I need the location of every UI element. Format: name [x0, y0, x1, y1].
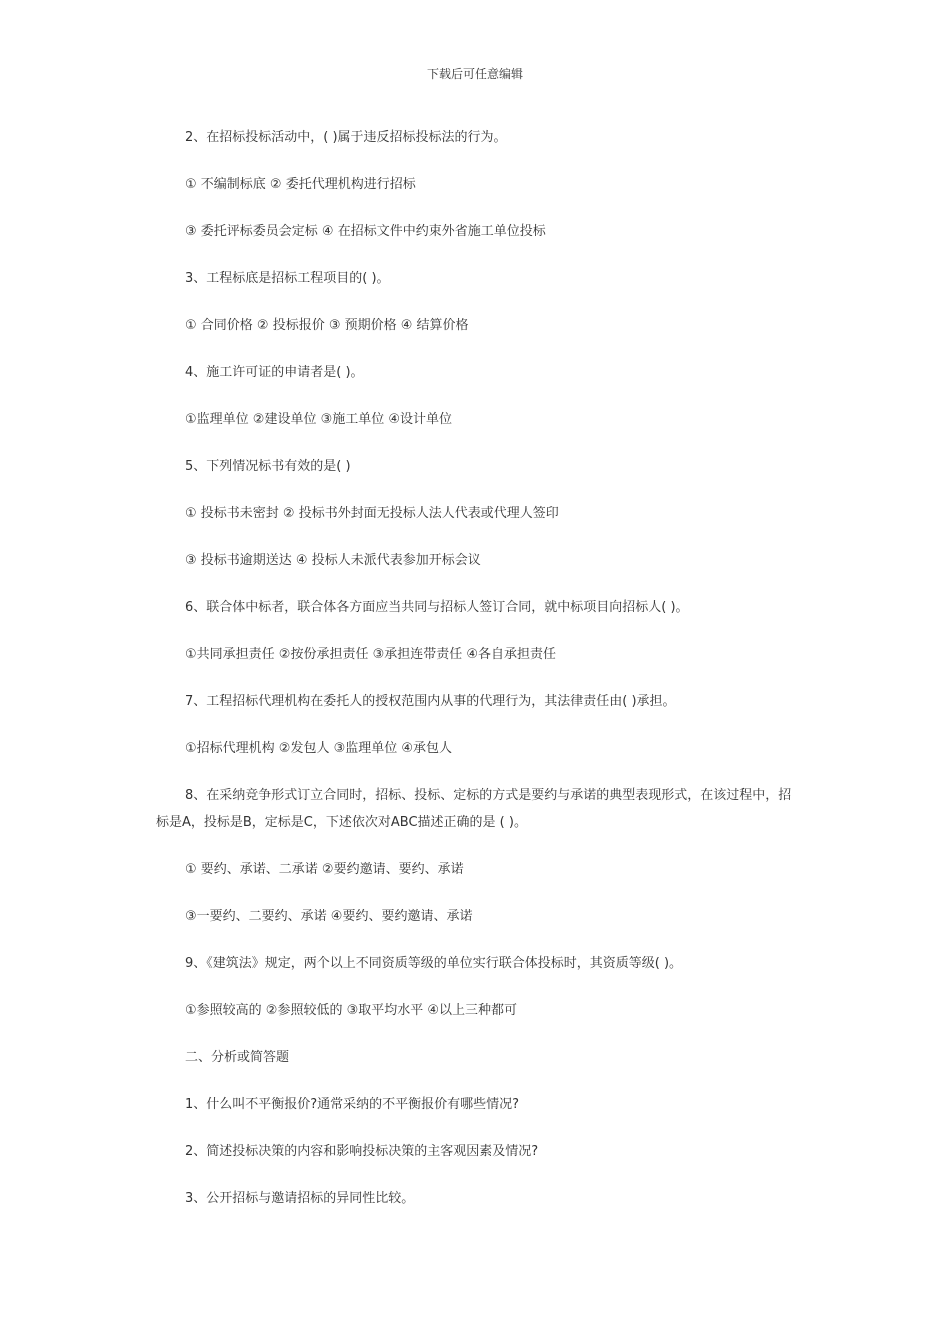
question-2-options-a: ① 不编制标底 ② 委托代理机构进行招标 — [185, 177, 416, 192]
document-body — [156, 124, 796, 1232]
question-4: 4、施工许可证的申请者是( )。 — [185, 365, 364, 380]
page-header: 下载后可任意编辑 — [426, 67, 523, 81]
section-heading: 二、分析或简答题 — [185, 1050, 290, 1065]
short-answer-2: 2、简述投标决策的内容和影响投标决策的主客观因素及情况? — [185, 1144, 539, 1159]
question-8: 8、在采纳竞争形式订立合同时，招标、投标、定标的方式是要约与承诺的典型表现形式，在该过程中，招标是A，投标是B，定标是C，下述依次对ABC描述正确的是 ( )。 — [156, 788, 792, 830]
question-5-options-a: ① 投标书未密封 ② 投标书外封面无投标人法人代表或代理人签印 — [185, 506, 559, 521]
question-8-options-b: ③一要约、二要约、承诺 ④要约、要约邀请、承诺 — [185, 909, 473, 924]
short-answer-1: 1、什么叫不平衡报价?通常采纳的不平衡报价有哪些情况? — [185, 1097, 520, 1112]
question-6-options: ①共同承担责任 ②按份承担责任 ③承担连带责任 ④各自承担责任 — [185, 647, 557, 662]
short-answer-3: 3、公开招标与邀请招标的异同性比较。 — [185, 1191, 415, 1206]
question-9-options: ①参照较高的 ②参照较低的 ③取平均水平 ④以上三种都可 — [185, 1003, 518, 1018]
question-3: 3、工程标底是招标工程项目的( )。 — [185, 271, 390, 286]
question-4-options: ①监理单位 ②建设单位 ③施工单位 ④设计单位 — [185, 412, 453, 427]
question-2: 2、在招标投标活动中，( )属于违反招标投标法的行为。 — [185, 130, 507, 145]
question-7-options: ①招标代理机构 ②发包人 ③监理单位 ④承包人 — [185, 741, 453, 756]
question-8-options-a: ① 要约、承诺、二承诺 ②要约邀请、要约、承诺 — [185, 862, 464, 877]
question-7: 7、工程招标代理机构在委托人的授权范围内从事的代理行为，其法律责任由( )承担。 — [185, 694, 676, 709]
question-3-options: ① 合同价格 ② 投标报价 ③ 预期价格 ④ 结算价格 — [185, 318, 469, 333]
question-5-options-b: ③ 投标书逾期送达 ④ 投标人未派代表参加开标会议 — [185, 553, 481, 568]
question-9: 9、《建筑法》规定，两个以上不同资质等级的单位实行联合体投标时，其资质等级( )。 — [185, 956, 683, 971]
question-6: 6、联合体中标者，联合体各方面应当共同与招标人签订合同，就中标项目向招标人( )。 — [185, 600, 689, 615]
question-5: 5、下列情况标书有效的是( ) — [185, 459, 351, 474]
question-2-options-b: ③ 委托评标委员会定标 ④ 在招标文件中约束外省施工单位投标 — [185, 224, 546, 239]
